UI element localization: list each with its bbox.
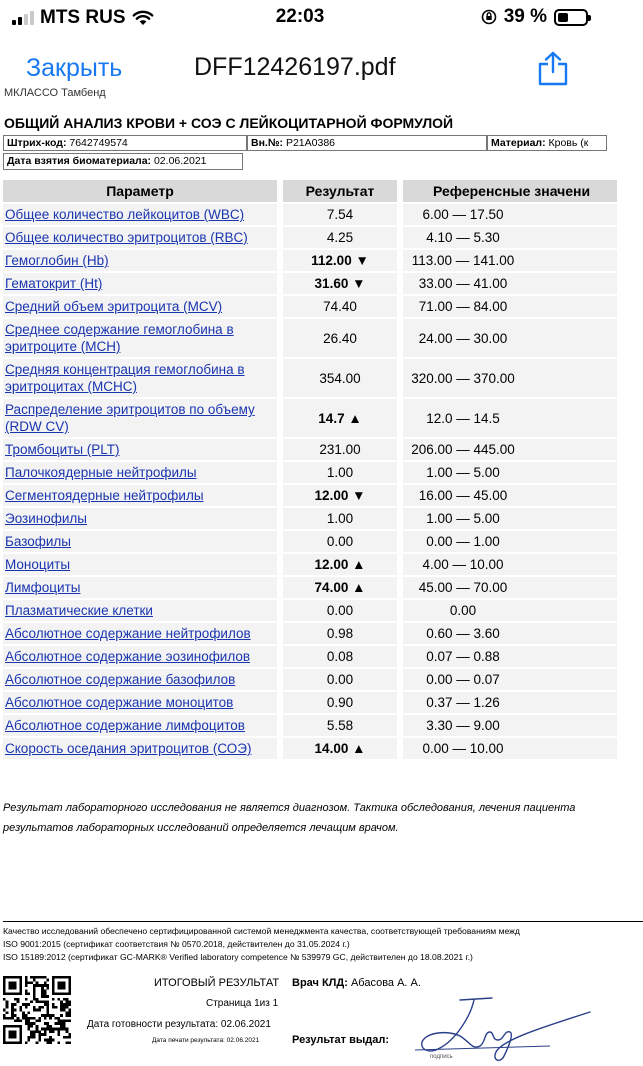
result-value: 7.54 (283, 204, 403, 225)
reference-range: 6.00 — 17.50 (403, 204, 623, 225)
vn-cell (247, 135, 487, 151)
reference-range: 0.60 — 3.60 (403, 623, 623, 644)
table-row (3, 439, 623, 460)
table-row (3, 623, 623, 644)
signature (400, 988, 600, 1064)
table-row (3, 738, 623, 759)
material-label: Материал: (491, 137, 546, 149)
param-link[interactable]: Абсолютное содержание лимфоцитов (3, 715, 283, 736)
reference-range: 45.00 — 70.00 (403, 577, 623, 598)
reference-range: 1.00 — 5.00 (403, 462, 623, 483)
quality-line: Качество исследований обеспечено сертифицированной системой менеджмента качества, соответствующей требованиям межд (3, 926, 520, 936)
reference-range: 206.00 — 445.00 (403, 439, 623, 460)
material-value: Кровь (к (548, 137, 589, 149)
share-icon[interactable] (536, 50, 570, 86)
table-header-row (3, 180, 623, 202)
reference-range: 0.00 — 10.00 (403, 738, 623, 759)
param-link[interactable]: Абсолютное содержание моноцитов (3, 692, 283, 713)
result-value: 26.40 (283, 319, 403, 357)
col-param: Параметр (3, 180, 283, 202)
pdf-page[interactable] (0, 87, 600, 1066)
param-link[interactable]: Сегментоядерные нейтрофилы (3, 485, 283, 506)
param-link[interactable]: Моноциты (3, 554, 283, 575)
quality-line: ISO 15189:2012 (сертификат GC-MARK® Verified laboratory competence № 539979 GC, действителен до 18.08.2021 г.) (3, 952, 473, 962)
param-link[interactable]: Скорость оседания эритроцитов (СОЭ) (3, 738, 283, 759)
issued-label: Результат выдал: (292, 1034, 389, 1046)
carrier-name: MTS RUS (40, 7, 126, 28)
barcode-value: 7642749574 (69, 137, 128, 149)
sample-meta-row (3, 135, 607, 151)
result-value: 354.00 (283, 359, 403, 397)
table-row (3, 554, 623, 575)
table-row (3, 462, 623, 483)
param-link[interactable]: Абсолютное содержание эозинофилов (3, 646, 283, 667)
doctor-name: Абасова А. А. (350, 977, 421, 989)
result-value: 31.60 ▼ (283, 273, 403, 294)
date-label: Дата взятия биоматериала: (7, 155, 152, 167)
disclaimer-line: Результат лабораторного исследования не является диагнозом. Тактика обследования, лечения пациента (3, 802, 576, 814)
result-value: 0.00 (283, 531, 403, 552)
param-link[interactable]: Абсолютное содержание базофилов (3, 669, 283, 690)
result-value: 4.25 (283, 227, 403, 248)
result-value: 231.00 (283, 439, 403, 460)
table-row (3, 485, 623, 506)
disclaimer (3, 798, 643, 838)
table-row (3, 646, 623, 667)
reference-range: 1.00 — 5.00 (403, 508, 623, 529)
param-link[interactable]: Плазматические клетки (3, 600, 283, 621)
clipped-header: МКЛАССО Тамбенд (4, 87, 106, 99)
vn-label: Вн.№: (251, 137, 284, 149)
barcode-cell (3, 135, 247, 151)
result-value: 1.00 (283, 462, 403, 483)
battery-level (558, 13, 568, 22)
reference-range: 4.00 — 10.00 (403, 554, 623, 575)
analysis-title: ОБЩИЙ АНАЛИЗ КРОВИ + СОЭ С ЛЕЙКОЦИТАРНОЙ ФОРМУЛОЙ (4, 115, 454, 131)
param-link[interactable]: Общее количество эритроцитов (RBC) (3, 227, 283, 248)
table-row (3, 204, 623, 225)
table-row (3, 531, 623, 552)
date-value: 02.06.2021 (153, 155, 207, 167)
param-link[interactable]: Общее количество лейкоцитов (WBC) (3, 204, 283, 225)
table-row (3, 296, 623, 317)
battery-icon (554, 9, 588, 26)
result-value: 14.7 ▲ (283, 399, 403, 437)
reference-range: 12.0 — 14.5 (403, 399, 623, 437)
quality-line: ISO 9001:2015 (сертификат соответствия № 0570.2018, действителен до 31.05.2024 г.) (3, 939, 350, 949)
reference-range: 0.00 — 0.07 (403, 669, 623, 690)
reference-range: 4.10 — 5.30 (403, 227, 623, 248)
param-link[interactable]: Лимфоциты (3, 577, 283, 598)
reference-range: 320.00 — 370.00 (403, 359, 623, 397)
param-link[interactable]: Базофилы (3, 531, 283, 552)
final-result-label: ИТОГОВЫЙ РЕЗУЛЬТАТ (154, 977, 280, 989)
reference-range: 16.00 — 45.00 (403, 485, 623, 506)
result-value: 112.00 ▼ (283, 250, 403, 271)
battery-percent: 39 % (503, 6, 547, 27)
orientation-lock-icon (481, 9, 497, 25)
collection-date (3, 153, 243, 170)
param-link[interactable]: Средняя концентрация гемоглобина в эритроцитах (MCHC) (3, 359, 283, 397)
disclaimer-line: результатов лабораторных исследований определяется лечащим врачом. (3, 822, 399, 834)
param-link[interactable]: Палочкоядерные нейтрофилы (3, 462, 283, 483)
result-value: 0.00 (283, 600, 403, 621)
reference-range: 3.30 — 9.00 (403, 715, 623, 736)
param-link[interactable]: Средний объем эритроцита (MCV) (3, 296, 283, 317)
result-value: 0.00 (283, 669, 403, 690)
result-value: 74.40 (283, 296, 403, 317)
reference-range: 0.37 — 1.26 (403, 692, 623, 713)
result-value: 1.00 (283, 508, 403, 529)
status-right (481, 6, 588, 28)
qr-code (3, 976, 71, 1044)
param-link[interactable]: Тромбоциты (PLT) (3, 439, 283, 460)
status-bar (0, 0, 600, 36)
status-time: 22:03 (275, 6, 325, 27)
param-link[interactable]: Среднее содержание гемоглобина в эритроците (MCH) (3, 319, 283, 357)
signature-caption: подпись (430, 1054, 453, 1060)
ready-date: Дата готовности результата: 02.06.2021 (87, 1019, 271, 1030)
col-result: Результат (283, 180, 403, 202)
reference-range: 0.07 — 0.88 (403, 646, 623, 667)
table-row (3, 399, 623, 437)
result-value: 14.00 ▲ (283, 738, 403, 759)
reference-range: 0.00 — 1.00 (403, 531, 623, 552)
result-value: 12.00 ▼ (283, 485, 403, 506)
reference-range: 71.00 — 84.00 (403, 296, 623, 317)
reference-range: 0.00 (403, 600, 623, 621)
page-number: Страница 1из 1 (206, 998, 279, 1009)
result-value: 74.00 ▲ (283, 577, 403, 598)
param-link[interactable]: Распределение эритроцитов по объему (RDW CV) (3, 399, 283, 437)
param-link[interactable]: Гемоглобин (Hb) (3, 250, 283, 271)
reference-range: 113.00 — 141.00 (403, 250, 623, 271)
table-row (3, 692, 623, 713)
reference-range: 24.00 — 30.00 (403, 319, 623, 357)
results-table (3, 178, 623, 761)
result-value: 12.00 ▲ (283, 554, 403, 575)
col-reference: Референсные значени (403, 180, 623, 202)
result-value: 0.08 (283, 646, 403, 667)
print-date: Дата печати результата: 02.06.2021 (152, 1037, 260, 1044)
table-row (3, 669, 623, 690)
result-value: 5.58 (283, 715, 403, 736)
document-title: DFF12426197.pdf (194, 53, 396, 81)
param-link[interactable]: Абсолютное содержание нейтрофилов (3, 623, 283, 644)
table-row (3, 600, 623, 621)
result-value: 0.98 (283, 623, 403, 644)
table-row (3, 577, 623, 598)
table-row (3, 250, 623, 271)
material-cell (487, 135, 607, 151)
param-link[interactable]: Эозинофилы (3, 508, 283, 529)
table-row (3, 273, 623, 294)
vn-value: P21A0386 (285, 137, 336, 149)
param-link[interactable]: Гематокрит (Ht) (3, 273, 283, 294)
table-row (3, 715, 623, 736)
barcode-label: Штрих-код: (7, 137, 67, 149)
close-button[interactable]: Закрыть (26, 54, 123, 82)
result-value: 0.90 (283, 692, 403, 713)
doctor-label: Врач КЛД: (292, 977, 348, 989)
reference-range: 33.00 — 41.00 (403, 273, 623, 294)
table-row (3, 227, 623, 248)
quality-statement (3, 921, 643, 964)
table-row (3, 319, 623, 357)
table-row (3, 359, 623, 397)
table-row (3, 508, 623, 529)
